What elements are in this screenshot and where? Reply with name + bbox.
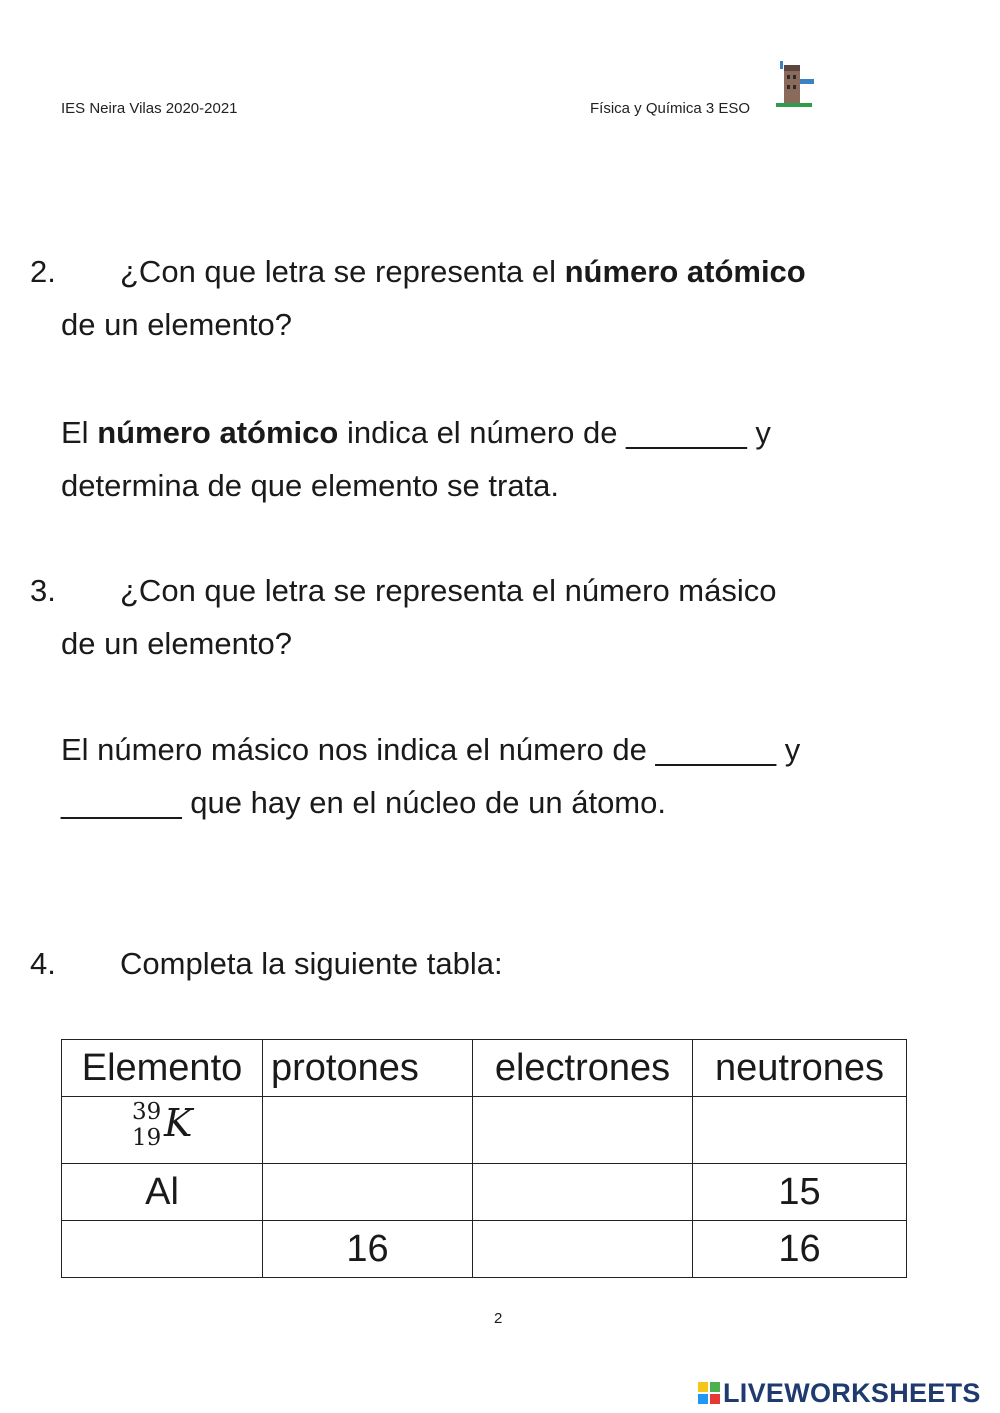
question-2-text-pre: ¿Con que letra se representa el xyxy=(120,254,565,289)
q2-p1-post: indica el número de _______ y xyxy=(338,415,771,450)
isotope-notation xyxy=(122,1097,202,1153)
question-3-number: 3. xyxy=(30,573,56,608)
cell-element-potassium xyxy=(62,1097,263,1164)
table-header-row xyxy=(62,1040,907,1097)
question-4-number: 4. xyxy=(30,946,56,981)
q3-p1: El número másico nos indica el número de _______ y xyxy=(61,732,801,767)
liveworksheets-logo-icon xyxy=(698,1382,720,1404)
cell-protones-input[interactable] xyxy=(263,1164,473,1221)
cell-electrones-input[interactable] xyxy=(473,1221,693,1278)
cell-electrones-input[interactable] xyxy=(473,1097,693,1164)
table-row xyxy=(62,1221,907,1278)
header-subject: Física y Química 3 ESO xyxy=(590,100,751,117)
liveworksheets-watermark xyxy=(698,1378,981,1409)
question-2-number: 2. xyxy=(30,254,56,289)
atoms-table xyxy=(61,1039,907,1278)
cell-protones-input[interactable] xyxy=(263,1097,473,1164)
element-symbol: K xyxy=(164,1101,193,1145)
cell-element: Al xyxy=(62,1164,263,1221)
question-2 xyxy=(30,245,960,351)
header-neutrones: neutrones xyxy=(693,1040,907,1097)
q2-p1-pre: El xyxy=(61,415,98,450)
q3-p2: _______ que hay en el núcleo de un átomo. xyxy=(61,785,666,820)
table-row xyxy=(62,1164,907,1221)
table-row xyxy=(62,1097,907,1164)
q2-p2: determina de que elemento se trata. xyxy=(61,468,560,503)
cell-protones: 16 xyxy=(263,1221,473,1278)
mass-number: 39 xyxy=(132,1099,162,1125)
cell-neutrones: 16 xyxy=(693,1221,907,1278)
school-logo-icon xyxy=(776,61,816,109)
question-2-bold: número atómico xyxy=(564,254,806,289)
watermark-text: LIVEWORKSHEETS xyxy=(723,1378,981,1408)
header-school: IES Neira Vilas 2020-2021 xyxy=(61,100,238,117)
cell-element-input[interactable] xyxy=(62,1221,263,1278)
q2-p1-bold: número atómico xyxy=(97,415,339,450)
cell-neutrones: 15 xyxy=(693,1164,907,1221)
question-2-paragraph xyxy=(61,406,961,512)
question-3-line2: de un elemento? xyxy=(61,626,292,661)
cell-electrones-input[interactable] xyxy=(473,1164,693,1221)
question-4 xyxy=(30,937,960,990)
question-2-line2: de un elemento? xyxy=(61,307,292,342)
question-3-paragraph xyxy=(61,723,961,829)
header-elemento: Elemento xyxy=(62,1040,263,1097)
atomic-number: 19 xyxy=(132,1125,162,1151)
question-3 xyxy=(30,564,960,670)
header-protones: protones xyxy=(263,1040,473,1097)
cell-neutrones-input[interactable] xyxy=(693,1097,907,1164)
question-3-text: ¿Con que letra se representa el número másico xyxy=(120,573,777,608)
question-4-text: Completa la siguiente tabla: xyxy=(120,946,503,981)
page-number: 2 xyxy=(494,1310,503,1327)
header-electrones: electrones xyxy=(473,1040,693,1097)
